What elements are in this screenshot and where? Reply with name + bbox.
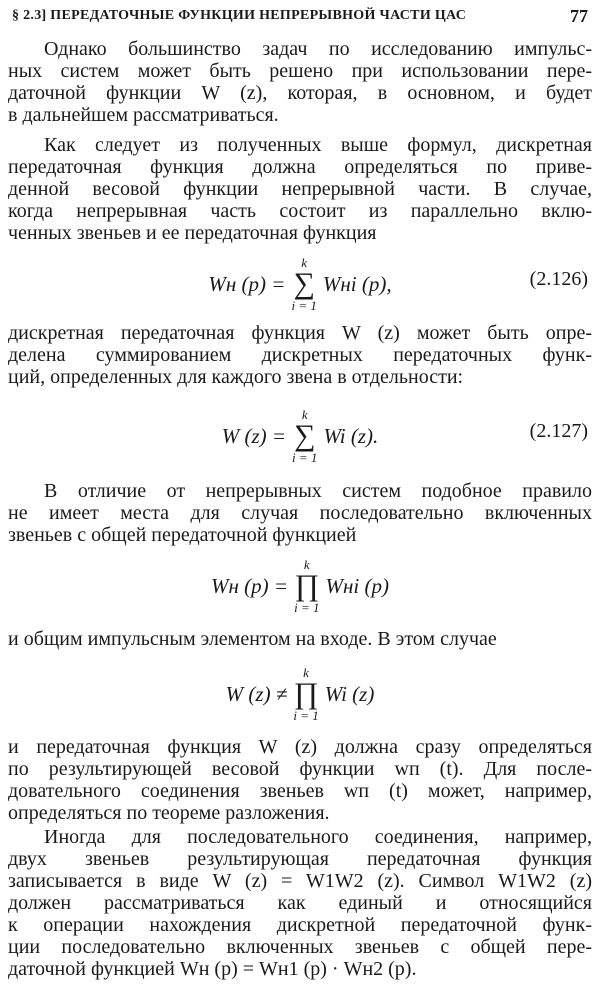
text-line: ченных звеньев и ее передаточная функция <box>8 222 377 244</box>
text-line: денной весовой функции непрерывной части. В случае, <box>8 178 592 200</box>
equation-product-continuous <box>0 550 600 620</box>
paragraph-5 <box>8 628 592 650</box>
equation-rhs: Wi (z) <box>324 681 375 706</box>
text-line: по результирующей весовой функции wп (t). Для после- <box>8 758 592 780</box>
upper-limit: k <box>303 665 309 680</box>
equation-lhs: Wн (p) = <box>211 573 289 598</box>
text-line: Как следует из полученных выше формул, дискретная <box>44 134 592 156</box>
text-line: записывается в виде W (z) = W1W2 (z). Символ W1W2 (z) <box>8 870 592 892</box>
equation-rhs: Wi (z). <box>323 423 379 448</box>
upper-limit: k <box>301 255 308 270</box>
text-line: и передаточная функция W (z) должна сразу определяться <box>8 736 592 758</box>
text-line: ций, определенных для каждого звена в отдельности: <box>8 366 464 388</box>
equation-number: (2.126) <box>529 268 588 290</box>
lower-limit: i = 1 <box>293 708 319 723</box>
text-line: дискретная передаточная функция W (z) может быть опре- <box>8 322 592 344</box>
sum-operator: k ∑ i = 1 <box>292 407 318 465</box>
equation-2-127 <box>0 400 600 470</box>
text-line: В отличие от непрерывных систем подобное правило <box>44 480 592 502</box>
equation-lhs: W (z) ≠ <box>225 681 288 706</box>
product-operator: k ∏ i = 1 <box>294 557 320 615</box>
equation-lhs: Wн (p) = <box>208 271 286 296</box>
paragraph-3 <box>8 322 592 388</box>
equation-2-126 <box>0 248 600 318</box>
text-line: передаточная функция должна определяться по приве- <box>8 156 592 178</box>
lower-limit: i = 1 <box>291 298 317 313</box>
product-operator: k ∏ i = 1 <box>293 665 319 723</box>
text-line: делена суммированием дискретных передаточных функ- <box>8 344 592 366</box>
equation-rhs: Wнi (p) <box>325 573 389 598</box>
equation-product-discrete <box>0 658 600 728</box>
paragraph-4 <box>8 480 592 546</box>
text-line: ции последовательно включенных звеньев с общей пере- <box>8 936 592 958</box>
text-line: Однако большинство задач по исследованию импульс- <box>44 38 592 60</box>
equation-rhs: Wнi (p), <box>322 271 392 296</box>
text-line: определяться по теореме разложения. <box>8 802 330 824</box>
text-line: в дальнейшем рассматриваться. <box>8 104 279 126</box>
page-number: 77 <box>570 5 588 26</box>
text-line: когда непрерывная часть состоит из параллельно вклю- <box>8 200 592 222</box>
text-line: к операции нахождения дискретной передаточной функ- <box>8 914 592 936</box>
paragraph-1 <box>8 38 592 126</box>
lower-limit: i = 1 <box>294 600 320 615</box>
text-line: ных систем может быть решено при использовании пере- <box>8 60 592 82</box>
text-line: и общим импульсным элементом на входе. В этом случае <box>8 628 497 650</box>
text-line: звеньев с общей передаточной функцией <box>8 524 357 546</box>
text-line: даточной функцией Wн (p) = Wн1 (p) · Wн2 (p). <box>8 958 417 980</box>
text-line: двух звеньев результирующая передаточная функция <box>8 848 592 870</box>
upper-limit: k <box>301 407 308 422</box>
page-header <box>12 4 588 28</box>
text-line: Иногда для последовательного соединения, например, <box>44 826 592 848</box>
text-line: довательного соединения звеньев wп (t) может, например, <box>8 780 592 802</box>
text-line: не имеет места для случая последовательно включенных <box>8 502 592 524</box>
paragraph-6 <box>8 736 592 824</box>
text-line: даточной функции W (z), которая, в основном, и будет <box>8 82 592 104</box>
running-head: § 2.3] ПЕРЕДАТОЧНЫЕ ФУНКЦИИ НЕПРЕРЫВНОЙ ЧАСТИ ЦАС <box>12 8 467 23</box>
upper-limit: k <box>303 557 310 572</box>
sum-operator: k ∑ i = 1 <box>291 255 317 313</box>
text-line: должен рассматриваться как единый и относящийся <box>8 892 592 914</box>
equation-lhs: W (z) = <box>221 423 287 448</box>
equation-number: (2.127) <box>529 420 588 442</box>
paragraph-2 <box>8 134 592 244</box>
paragraph-7 <box>8 826 592 980</box>
lower-limit: i = 1 <box>292 450 318 465</box>
